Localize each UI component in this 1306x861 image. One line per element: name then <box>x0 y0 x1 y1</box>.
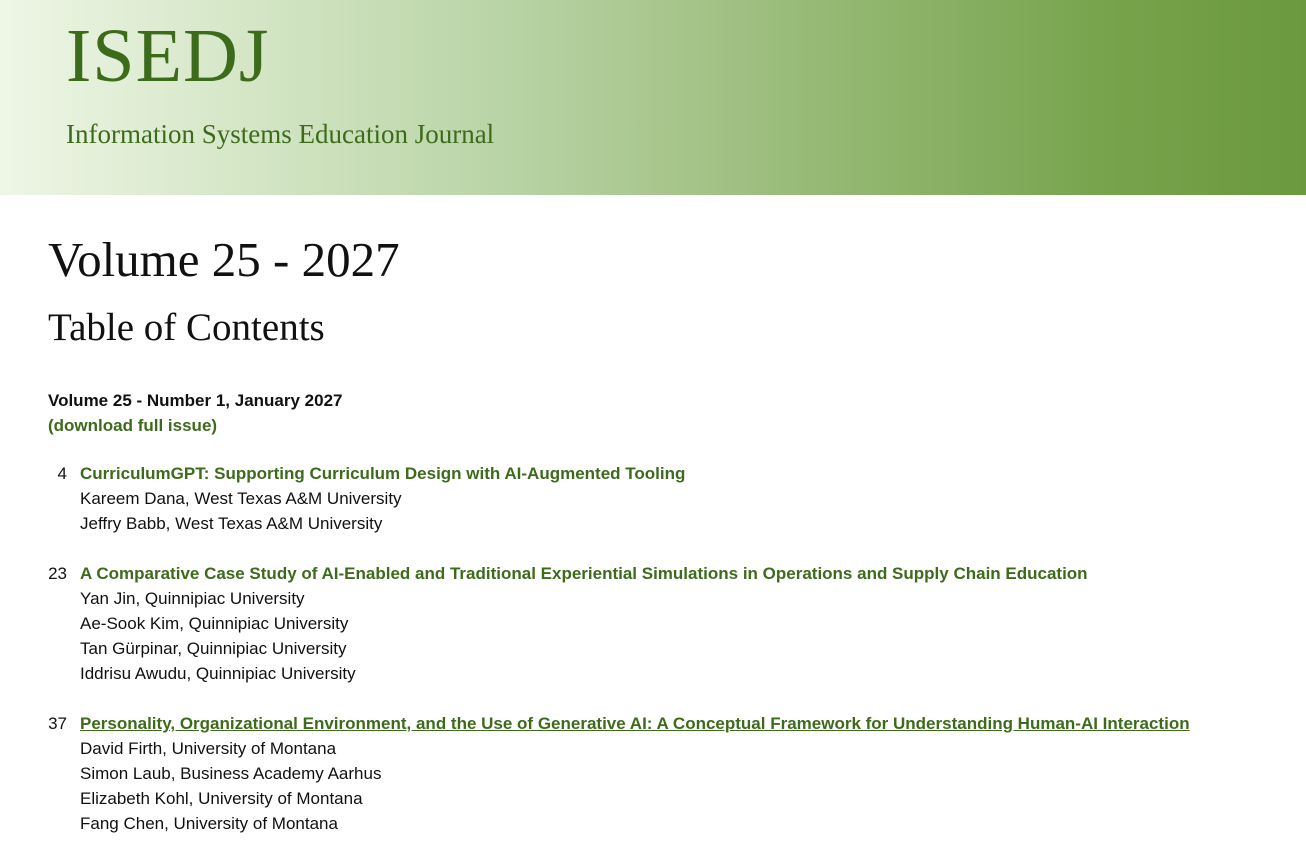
issue-label: Volume 25 - Number 1, January 2027 <box>48 391 343 410</box>
article-page-number: 4 <box>57 464 67 483</box>
article-author: Elizabeth Kohl, University of Montana <box>80 789 363 808</box>
site-logo[interactable]: ISEDJ <box>66 14 270 98</box>
article-list <box>0 461 1306 861</box>
article-author: Ae-Sook Kim, Quinnipiac University <box>80 614 349 633</box>
site-tagline: Information Systems Education Journal <box>66 119 495 149</box>
download-full-issue-link[interactable]: (download full issue) <box>48 416 218 435</box>
article-author: Tan Gürpinar, Quinnipiac University <box>80 639 347 658</box>
article-page-number: 23 <box>48 564 67 583</box>
article-author: Kareem Dana, West Texas A&M University <box>80 489 402 508</box>
article-title-link[interactable]: A Comparative Case Study of AI-Enabled and Traditional Experiential Simulations in Operations and Supply Chain Education <box>80 564 1088 583</box>
article-item <box>0 461 1306 536</box>
volume-title: Volume 25 - 2027 <box>48 232 400 287</box>
article-author: Yan Jin, Quinnipiac University <box>80 589 305 608</box>
article-author: Iddrisu Awudu, Quinnipiac University <box>80 664 356 683</box>
issue-header <box>48 388 342 438</box>
article-page-number: 37 <box>48 714 67 733</box>
article-author: Fang Chen, University of Montana <box>80 814 338 833</box>
toc-title: Table of Contents <box>48 306 325 349</box>
site-banner <box>0 0 1306 195</box>
article-author: David Firth, University of Montana <box>80 739 337 758</box>
article-item <box>0 711 1306 836</box>
article-title-link[interactable]: CurriculumGPT: Supporting Curriculum Design with AI-Augmented Tooling <box>80 464 686 483</box>
article-author: Jeffry Babb, West Texas A&M University <box>80 514 383 533</box>
article-title-link[interactable]: Personality, Organizational Environment, and the Use of Generative AI: A Conceptual Framework for Understanding Human-AI Interaction <box>80 714 1190 733</box>
article-author: Simon Laub, Business Academy Aarhus <box>80 764 382 783</box>
article-item <box>0 561 1306 686</box>
